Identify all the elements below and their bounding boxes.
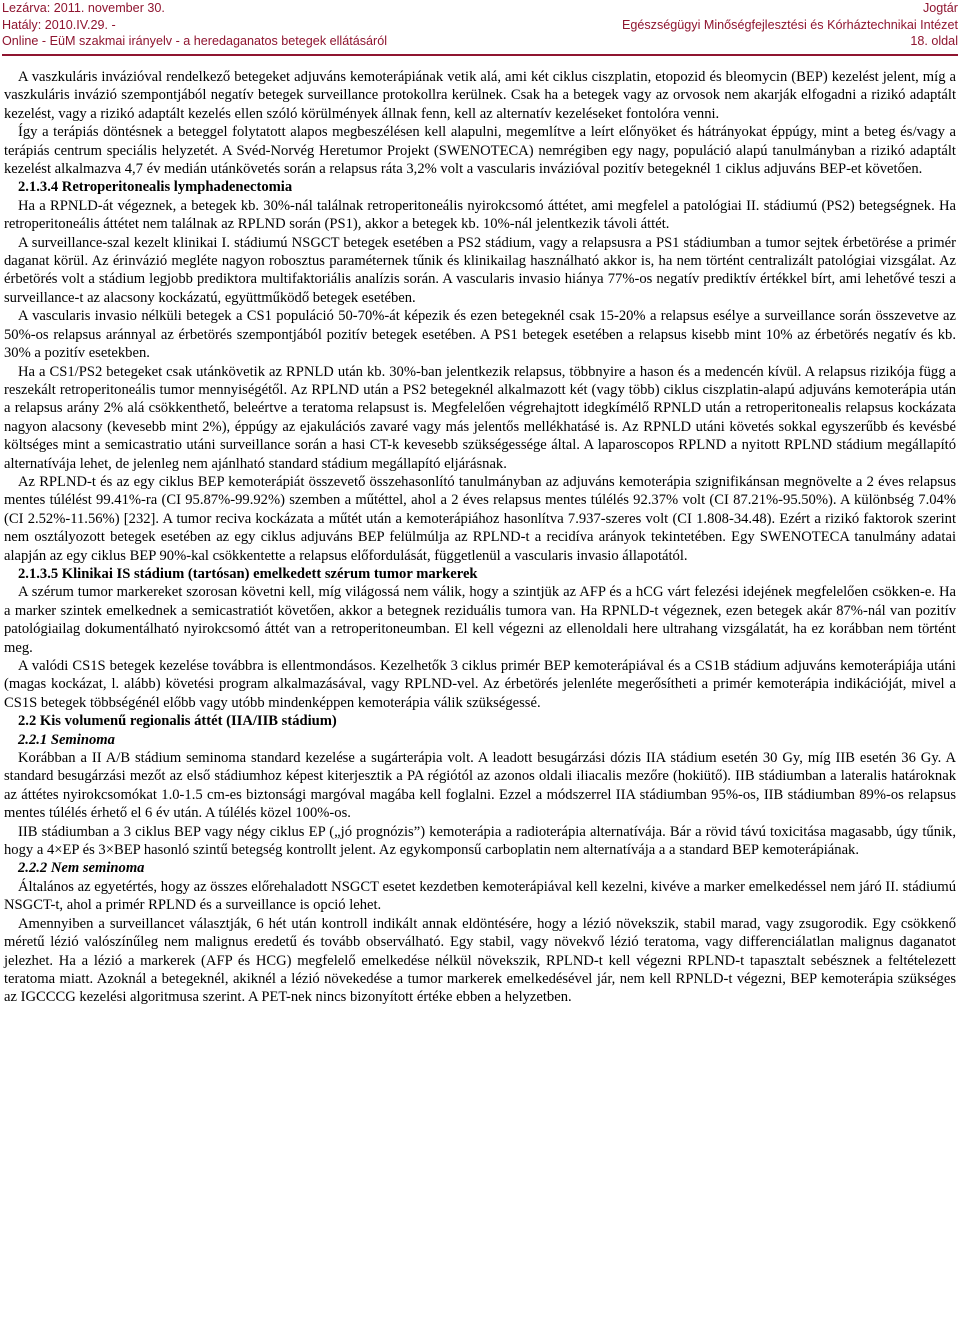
section-heading: 2.2 Kis volumenű regionalis áttét (IIA/IIB stádium) [18, 713, 337, 730]
institute-name: Egészségügyi Minőségfejlesztési és Kórháztechnikai Intézet [621, 17, 958, 32]
subsection-heading: 2.2.1 Seminoma [18, 731, 115, 748]
closing-date: Lezárva: 2011. november 30. [2, 1, 165, 15]
header-left [2, 0, 387, 50]
paragraph: Így a terápiás döntésnek a beteggel folytatott alapos megbeszélésen kell alapulni, megemlítve a leírt előnyöket és hátrányokat éppúgy, mint a beteg és/vagy a terápiás centrum speciális helyzetét. A Svéd-Norvég Heretumor Projekt (SWENOTECA) nemrégiben egy nagy, populáció alapú tanulmányban a rizikó adaptált kezelést alkalmazva 4,7 év medián utánkövetés során a relapsus ráta 3,2% volt a vascularis invázióval pozitív betegeknél 1 ciklus adjuváns BEP-et követően. [4, 124, 956, 178]
paragraph: Az RPLND-t és az egy ciklus BEP kemoterápiát összevető összehasonlító tanulmányban az adjuváns kemoterápia szignifikánsan megnövelte a 2 éves relapsus mentes túlélést 99.41%-ra (CI 95.87%-99.92%) szemben a műtéttel, ahol a 2 éves relapsus mentes túlélés 92.37% volt (CI 87.21%-95.50%). A különbség 7.04% (CI 2.52%-11.56%) [232]. A tumor reciva kockázata a műtét után a kemoterápiához hasonlítva 7.937-szeres volt (CI 1.808-34.48). Ezért a rizikó faktorok szerint nem osztályozott betegek esetében az egy ciklus adjuváns BEP felülmúlja az RPLND-t a recidíva arányok tekintetében. Egy SWENOTECA tanulmány adatai alapján az egy ciklus BEP 90%-kal csökkentette a relapsus előfordulását, függetlenül a vascularis invasio állapotától. [4, 473, 956, 564]
paragraph: Korábban a II A/B stádium seminoma standard kezelése a sugárterápia volt. A leadott besugárzási dózis IIA stádium esetén 30 Gy, míg IIB esetén 36 Gy. A standard besugárzási mezőt az első stádiumhoz képest kiterjesztik a PA régiótól az azonos oldali iliacalis mezőre (hokiütő). IIB stádiumban a lateralis határoknak az áttétes nyirokcsomókat 1.0-1.5 cm-es biztonsági margóval magába kell foglalni. Ezzel a módszerrel IIA stádiumban 95%-os, IIB stádiumban 89%-os relapsus mentes túlélés érhető el 6 év után. A túlélés közel 100%-os. [4, 750, 956, 822]
document-source: Online - EüM szakmai irányelv - a heredaganatos betegek ellátásáról [2, 34, 388, 48]
section-heading: 2.1.3.4 Retroperitonealis lymphadenectomia [18, 179, 293, 196]
paragraph: A vascularis invasio nélküli betegek a CS1 populáció 50-70%-át képezik és ezen betegeknél csak 15-20% a relapsus esélye a surveillance során összevetve az 50%-os relapsus aránnyal az érbetörés szempontjából pozitív betegek esetében. A PS1 betegek esetében a relapsus kisebb mint 10% az érbetörés negatív és kb. 30% a pozitív esetekben. [4, 308, 956, 362]
validity-date: Hatály: 2010.IV.29. - [2, 17, 116, 32]
paragraph: A vaszkuláris invázióval rendelkező betegeket adjuváns kemoterápiának vetik alá, ami két ciklus ciszplatin, etopozid és bleomycin (BEP) kezelést jelent, míg a vaszkuláris invázió szempontjából negatív betegek surveillance protokollra kerülnek. Csak ha a betegek vagy az orvosok nem akarják elfogadni a rizikó adaptált kezelést, vagy a rizikó adaptált kezelés ellen szóló körülmények állnak fenn, kell az alternatív kezeléseket fontolóra venni. [4, 69, 956, 122]
paragraph: IIB stádiumban a 3 ciklus BEP vagy négy ciklus EP („jó prognózis”) kemoterápia a radioterápia alternatívája. Bár a rövid távú toxicitása magasabb, úgy tűnik, hogy a 4×EP és 3×BEP hasonló szintű betegség kontrollt jelent. Az egykomponsű carboplatin nem alternatívája a a standard BEP kemoterápiának. [4, 823, 956, 859]
page-number: 18. oldal [910, 34, 958, 48]
paragraph: Ha a CS1/PS2 betegeket csak utánkövetik az RPNLD után kb. 30%-ban jelentkezik relapsus, többnyire a hason és a medencén kívül. A relapsus rizikója függ a reszekált retroperitoneális tumor mennyiségétől. Az RPLND után a PS2 betegeknél alkalmazott két (vagy több) ciklus ciszplatin-alapú adjuváns kemoterápia után a relapsus arány 2% alá csökkenthető, beleértve a teratoma relapsust is. Megfelelően végrehajtott idegkímélő RPNLD után a retroperitonealis relapsus kockázata nagyon alacsony (kevesebb mint 2%), éppúgy az ejakulációs zavaré vagy más jelentős mellékhatásé is. Az RPNLD utáni követés sokkal egyszerűbb és kevésbé költséges mint a semicastratio utáni surveillance során a hasi CT-k kevesebb szükségessége által. A laparoscopos RPLND a nyitott RPLND stádium megállapító alternatívája lehet, de jelenleg nem ajánlható standard stádium megállapító eljárásnak. [4, 363, 956, 472]
publisher-name: Jogtár [922, 1, 958, 15]
paragraph: Amennyiben a surveillancet választják, 6 hét után kontroll indikált annak eldöntésére, hogy a lézió növekszik, stabil marad, vagy zsugorodik. Egy csökkenő méretű lézió valószínűleg nem malignus eredetű és tovább observálható. Egy stabil, vagy növekvő lézió teratoma, vagy differenciálatlan malignus daganatot jelezhet. Ha a lézió a markerek (AFP és HCG) megfelelő emelkedése nélkül növekszik, RPLND-t kell végezni RPLND-t tapasztalt sebésznek a feltételezett teratoma miatt. Azoknál a betegeknél, akiknél a lézió növekedése a tumor markerek emelkedésével jár, nem kell RPNLD-t végezni, BEP kemoterápia szükséges az IGCCCG kezelési algoritmusa szerint. A PET-nek nincs bizonyított értéke ebben a helyzetben. [4, 915, 956, 1006]
paragraph: Általános az egyetértés, hogy az összes előrehaladott NSGCT esetet kezdetben kemoterápiával kell kezelni, kivéve a marker emelkedéssel nem járó II. stádiumú NSGCT-t, ahol a primér RPLND és a surveillance is opció lehet. [4, 878, 956, 914]
paragraph: Ha a RPNLD-át végeznek, a betegek kb. 30%-nál találnak retroperitoneális nyirokcsomó áttétet, ami megfelel a patológiai II. stádiumú (PS2) betegségnek. Ha retroperitoneális áttétet nem találnak az RPLND során (PS1), akkor a betegek kb. 10%-nál jelentkezik távoli áttét. [4, 197, 956, 233]
header-right [622, 0, 958, 50]
page-header [2, 0, 958, 56]
section-heading: 2.1.3.5 Klinikai IS stádium (tartósan) emelkedett szérum tumor markerek [18, 565, 478, 582]
paragraph: A szérum tumor markereket szorosan követni kell, míg világossá nem válik, hogy a szintjük az AFP és a hCG várt felezési idejének megfelelően csökken-e. Ha a marker szintek emelkednek a semicastratiót követően, akkor a betegnek reziduális tumora van. Ha RPNLD-t végeznek, ezen betegek akár 87%-nál van pozitív patológiailag dokumentálható nyirokcsomó áttét van a retroperitoneumban. El kell végezni az ellenoldali here ultrahang vizsgálatát, ha ez korábban nem történt meg. [4, 584, 956, 656]
subsection-heading: 2.2.2 Nem seminoma [18, 860, 145, 877]
paragraph: A valódi CS1S betegek kezelése továbbra is ellentmondásos. Kezelhetők 3 ciklus primér BEP kemoterápiával és a CS1B stádium adjuváns kemoterápiája utáni (magas kockázat, l. alább) követési program alkalmazásával, vagy RPLND-vel. Az érbetörés jelenléte megerősítheti a primér kemoterápia indikációját, mivel a CS1S betegek többségénél előbb vagy utóbb mindenképpen kemoterápia válik szükségessé. [4, 658, 956, 711]
document-body [4, 68, 956, 1007]
paragraph: A surveillance-szal kezelt klinikai I. stádiumú NSGCT betegek esetében a PS2 stádium, vagy a relapsusra a PS1 stádiumban a tumor sejtek érbetörése a primér daganat körül. Az érinvázió megléte nagyon robosztus paraméternek tűnik és klinikailag használható akkor is, ha nem történt centralizált patológiai vizsgálat. Az érbetörés volt a stádium legjobb prediktora multifaktoriális analízis során. A vascularis invasio hiánya 77%-os negatív prediktív értékkel bírt, ami lehetővé teszi a surveillance-t az alacsony kockázatú, együttműködő betegek esetében. [4, 234, 956, 306]
